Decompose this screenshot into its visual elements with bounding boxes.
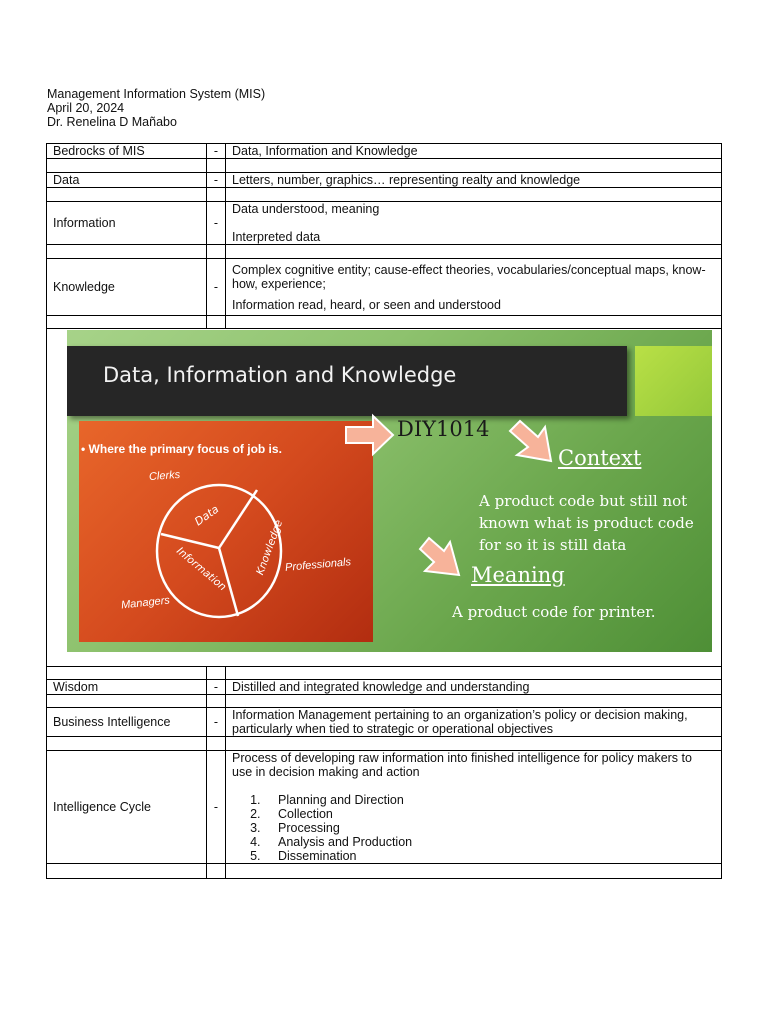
spacer-row [47, 245, 722, 259]
list-item: 1. Planning and Direction [264, 793, 715, 807]
meaning-description: A product code for printer. [452, 603, 656, 621]
term-knowledge: Knowledge [47, 259, 207, 316]
definition-data: Letters, number, graphics… representing realty and knowledge [226, 173, 722, 188]
spacer-row [47, 864, 722, 879]
table-row [47, 202, 722, 245]
definition-line: Information read, heard, or seen and understood [232, 297, 501, 312]
list-item: 5. Dissemination [264, 849, 715, 863]
arrow-down-right-icon [510, 421, 551, 461]
separator-dash: - [207, 751, 226, 864]
course-title: Management Information System (MIS) [47, 87, 266, 101]
definition-information [226, 202, 722, 245]
role-professionals: Professionals [284, 556, 352, 574]
separator-dash: - [207, 144, 226, 159]
term-data: Data [47, 173, 207, 188]
separator-dash: - [207, 202, 226, 245]
pie-label-information: Information [174, 544, 229, 594]
definition-bedrocks: Data, Information and Knowledge [226, 144, 722, 159]
pie-label-knowledge: Knowledge [254, 518, 286, 577]
table-row [47, 144, 722, 159]
context-line: known what is product code [479, 514, 694, 532]
definition-business-intelligence: Information Management pertaining to an organization’s policy or decision making, particularly when tied to strategic or operational objectives [226, 708, 722, 737]
definition-wisdom: Distilled and integrated knowledge and understanding [226, 680, 722, 695]
spacer-row [47, 316, 722, 329]
table-row [47, 751, 722, 864]
document-header [47, 87, 265, 129]
slide-image [67, 330, 712, 652]
context-description [479, 490, 694, 556]
table-row [47, 173, 722, 188]
term-intelligence-cycle: Intelligence Cycle [47, 751, 207, 864]
arrow-down-right-icon [420, 538, 459, 575]
author-name: Dr. Renelina D Mañabo [47, 115, 177, 129]
table-row [47, 708, 722, 737]
context-line: A product code but still not [479, 492, 688, 510]
definition-knowledge [226, 259, 722, 316]
separator-dash: - [207, 173, 226, 188]
definition-line: Data understood, meaning [232, 202, 380, 216]
spacer-row [47, 188, 722, 202]
separator-dash: - [207, 680, 226, 695]
list-item: 3. Processing [264, 821, 715, 835]
table-row [47, 680, 722, 695]
spacer-row [47, 737, 722, 751]
definitions-table [46, 143, 722, 879]
pie-label-data: Data [192, 502, 222, 529]
term-wisdom: Wisdom [47, 680, 207, 695]
slide-cell [47, 329, 722, 667]
product-code: DIY1014 [397, 417, 490, 441]
slide-row [47, 329, 722, 667]
cycle-steps-list [232, 793, 715, 863]
separator-dash: - [207, 259, 226, 316]
definition-line: Complex cognitive entity; cause-effect theories, vocabularies/conceptual maps, know-how, experience; [232, 262, 706, 291]
context-line: for so it is still data [479, 536, 627, 554]
definition-intelligence-cycle [226, 751, 722, 864]
definition-line: Interpreted data [232, 230, 321, 244]
term-information: Information [47, 202, 207, 245]
document-date: April 20, 2024 [47, 101, 125, 115]
spacer-row [47, 159, 722, 173]
definition-line: Process of developing raw information into finished intelligence for policy makers to use in decision making and action [232, 751, 692, 779]
table-row [47, 259, 722, 316]
meaning-heading: Meaning [471, 563, 565, 587]
spacer-row [47, 695, 722, 708]
list-item: 2. Collection [264, 807, 715, 821]
spacer-row [47, 667, 722, 680]
list-item: 4. Analysis and Production [264, 835, 715, 849]
slide-title: Data, Information and Knowledge [103, 363, 457, 387]
separator-dash: - [207, 708, 226, 737]
term-bedrocks: Bedrocks of MIS [47, 144, 207, 159]
slide-bullet: • Where the primary focus of job is. [81, 442, 282, 456]
role-clerks: Clerks [148, 468, 181, 484]
role-managers: Managers [120, 594, 171, 612]
term-business-intelligence: Business Intelligence [47, 708, 207, 737]
context-heading: Context [558, 446, 642, 470]
arrow-right-icon [346, 416, 393, 454]
